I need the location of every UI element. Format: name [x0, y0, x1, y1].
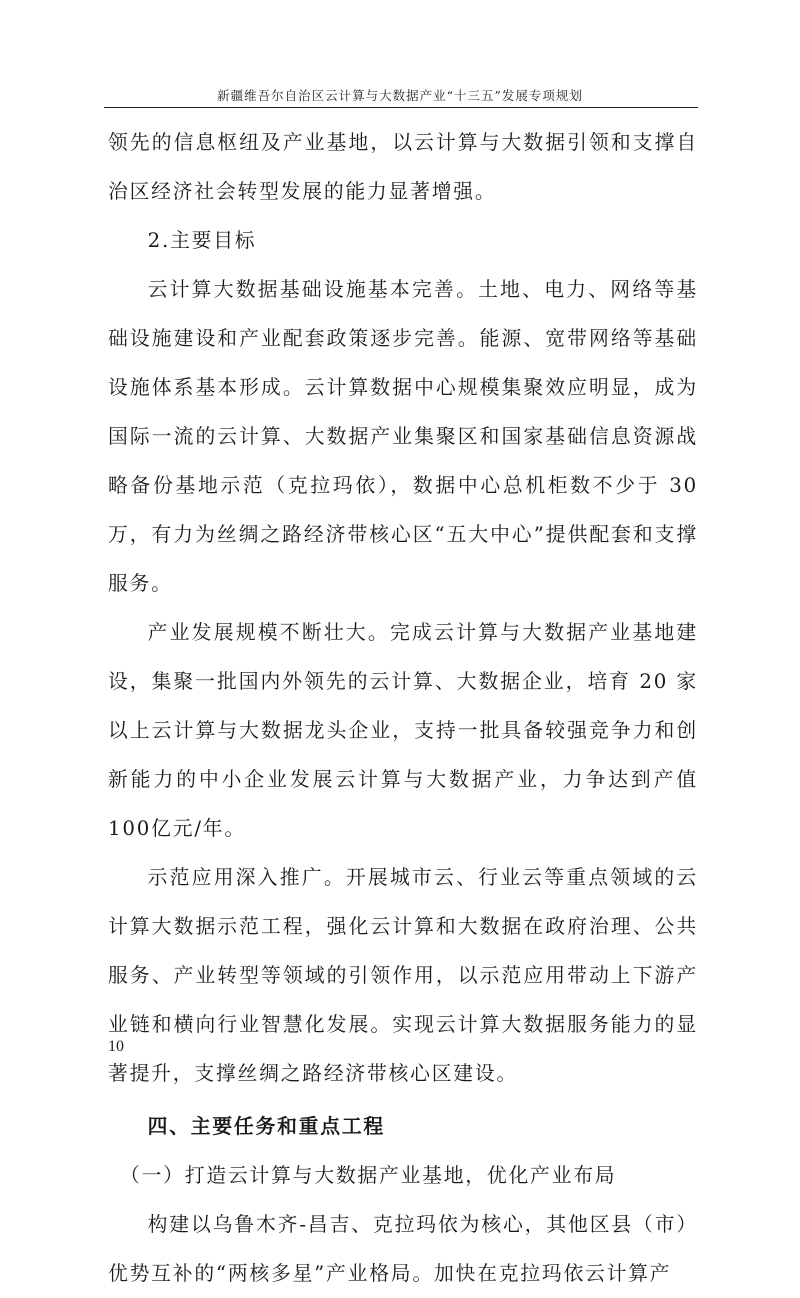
paragraph-layout: 构建以乌鲁木齐-昌吉、克拉玛依为核心，其他区县（市）优势互补的“两核多星”产业格局。加快在克拉玛依云计算产: [108, 1213, 698, 1285]
section-heading: 四、主要任务和重点工程: [147, 1115, 385, 1138]
paragraph-industry-scale: 产业发展规模不断壮大。完成云计算与大数据产业基地建设，集聚一批国内外领先的云计算、大数据企业，培育 20 家以上云计算与大数据龙头企业，支持一批具备较强竞争力和创新能力的中小企业发展云计算与大数据产业，力争达到产值 100亿元/年。: [108, 621, 698, 840]
subsection-heading: （一）打造云计算与大数据产业基地，优化产业布局: [120, 1164, 617, 1187]
page-number: 10: [108, 1038, 124, 1055]
paragraph-demo-applications: 示范应用深入推广。开展城市云、行业云等重点领域的云计算大数据示范工程，强化云计算和大数据在政府治理、公共服务、产业转型等领域的引领作用，以示范应用带动上下游产业链和横向行业智慧化发展。实现云计算大数据服务能力的显著提升，支撑丝绸之路经济带核心区建设。: [108, 866, 698, 1085]
running-header: 新疆维吾尔自治区云计算与大数据产业“十三五”发展专项规划: [217, 88, 583, 103]
paragraph-continuation: 领先的信息枢纽及产业基地，以云计算与大数据引领和支撑自治区经济社会转型发展的能力显著增强。: [108, 131, 698, 203]
paragraph-infrastructure: 云计算大数据基础设施基本完善。土地、电力、网络等基础设施建设和产业配套政策逐步完善。能源、宽带网络等基础设施体系基本形成。云计算数据中心规模集聚效应明显，成为国际一流的云计算、大数据产业集聚区和国家基础信息资源战略备份基地示范（克拉玛依），数据中心总机柜数不少于 30 万，有力为丝绸之路经济带核心区“五大中心”提供配套和支撑服务。: [108, 278, 698, 595]
page-body: [108, 118, 698, 1298]
header-divider: [104, 107, 698, 108]
subheading-main-goals: 2.主要目标: [147, 229, 257, 252]
